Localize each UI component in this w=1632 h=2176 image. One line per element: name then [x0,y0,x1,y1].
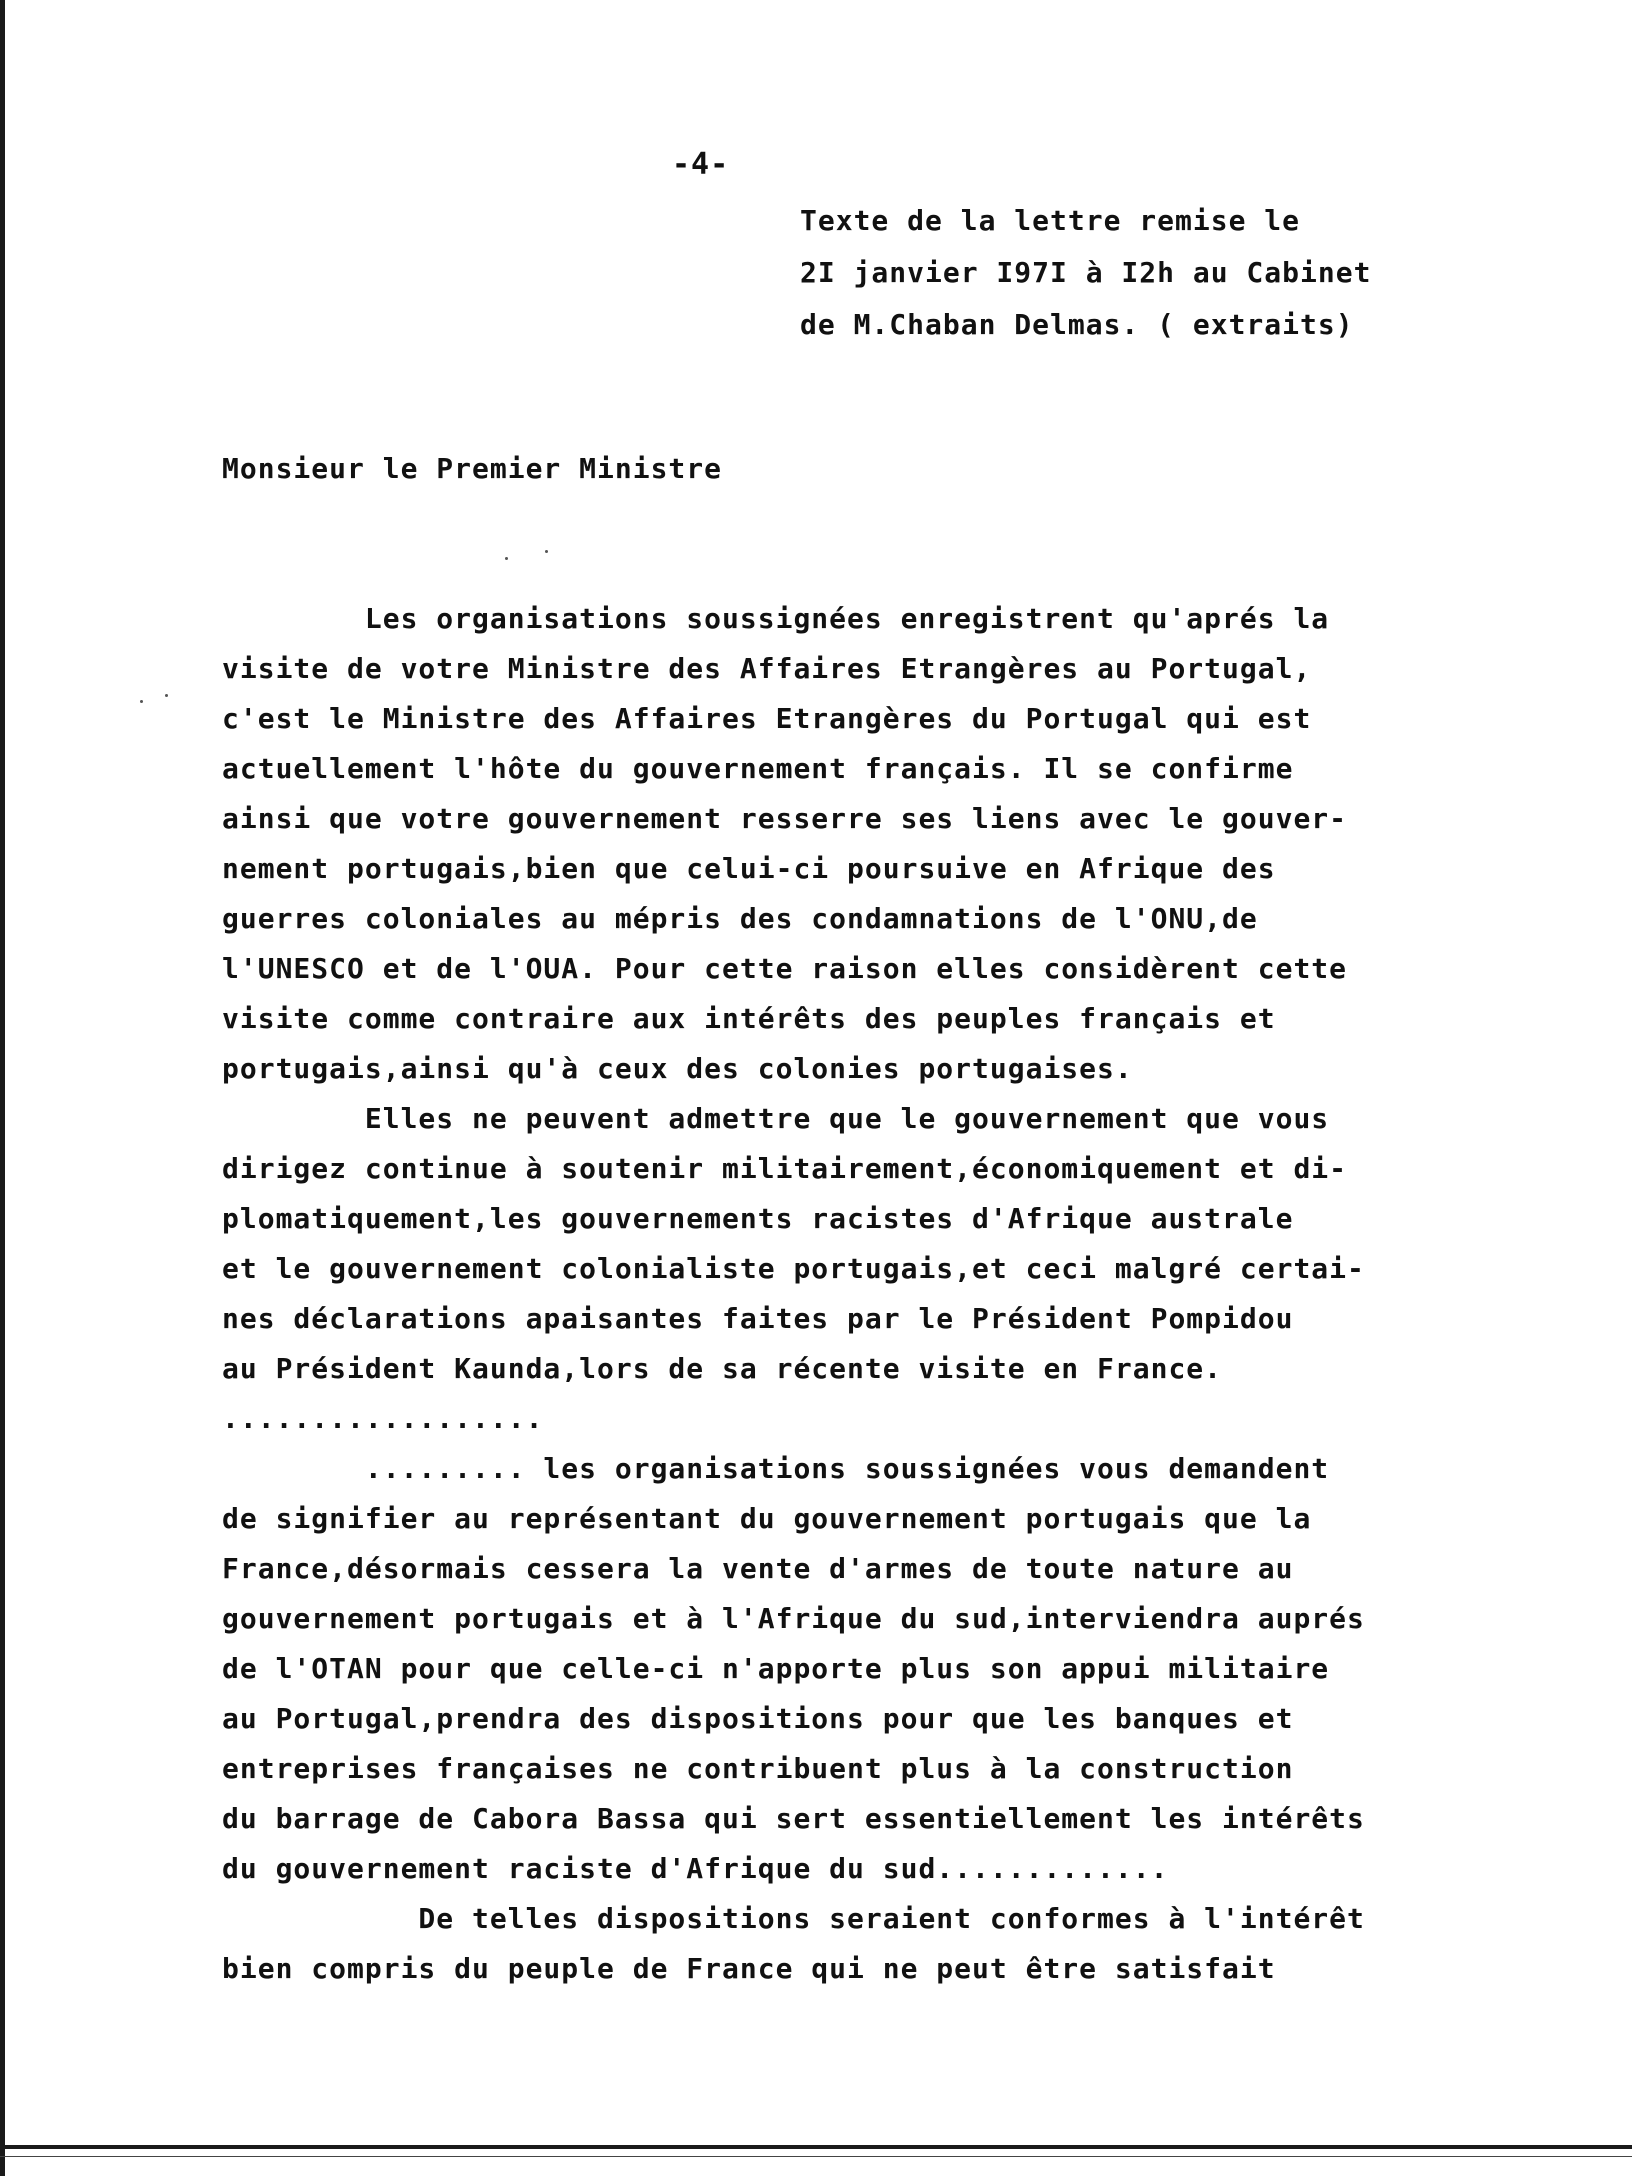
letter-header [800,195,1371,351]
body-line: bien compris du peuple de France qui ne peut être satisfait [222,1952,1276,1985]
body-line: au Président Kaunda,lors de sa récente visite en France. [222,1352,1223,1385]
stray-mark [545,550,548,553]
body-line: gouvernement portugais et à l'Afrique du sud,interviendra auprés [222,1602,1365,1635]
body-line: .................. [222,1402,544,1435]
body-line: visite de votre Ministre des Affaires Etrangères au Portugal, [222,652,1312,685]
page-bottom-rule [0,2156,1632,2157]
body-line: France,désormais cessera la vente d'armes de toute nature au [222,1552,1294,1585]
body-line: De telles dispositions seraient conformes à l'intérêt [222,1902,1365,1935]
header-line: de M.Chaban Delmas. ( extraits) [800,308,1354,341]
body-line: Les organisations soussignées enregistrent qu'aprés la [222,602,1330,635]
body-line: c'est le Ministre des Affaires Etrangères du Portugal qui est [222,702,1312,735]
body-line: de l'OTAN pour que celle-ci n'apporte plus son appui militaire [222,1652,1330,1685]
body-line: l'UNESCO et de l'OUA. Pour cette raison elles considèrent cette [222,952,1348,985]
page-number: -4- [672,147,730,182]
body-line: de signifier au représentant du gouvernement portugais que la [222,1502,1312,1535]
header-line: 2I janvier I97I à I2h au Cabinet [800,256,1372,289]
body-line: actuellement l'hôte du gouvernement français. Il se confirme [222,752,1294,785]
stray-mark [505,557,508,560]
body-line: nement portugais,bien que celui-ci poursuive en Afrique des [222,852,1276,885]
header-line: Texte de la lettre remise le [800,204,1301,237]
salutation: Monsieur le Premier Ministre [222,452,723,485]
body-line: ainsi que votre gouvernement resserre ses liens avec le gouver- [222,802,1348,835]
body-line: visite comme contraire aux intérêts des peuples français et [222,1002,1276,1035]
body-line: au Portugal,prendra des dispositions pour que les banques et [222,1702,1294,1735]
body-line: entreprises françaises ne contribuent plus à la construction [222,1752,1294,1785]
body-line: nes déclarations apaisantes faites par le Président Pompidou [222,1302,1294,1335]
body-line: plomatiquement,les gouvernements racistes d'Afrique australe [222,1202,1294,1235]
body-line: ......... les organisations soussignées vous demandent [222,1452,1330,1485]
body-line: et le gouvernement colonialiste portugais,et ceci malgré certai- [222,1252,1365,1285]
body-line: du gouvernement raciste d'Afrique du sud............. [222,1852,1169,1885]
stray-mark [165,694,168,697]
body-line: Elles ne peuvent admettre que le gouvernement que vous [222,1102,1330,1135]
body-line: guerres coloniales au mépris des condamnations de l'ONU,de [222,902,1258,935]
body-line: dirigez continue à soutenir militairement,économiquement et di- [222,1152,1348,1185]
body-line: du barrage de Cabora Bassa qui sert essentiellement les intérêts [222,1802,1365,1835]
letter-body [222,594,1365,1994]
page-left-edge [0,0,5,2176]
body-line: portugais,ainsi qu'à ceux des colonies portugaises. [222,1052,1133,1085]
page-bottom-edge [0,2145,1632,2149]
stray-mark [140,700,143,703]
